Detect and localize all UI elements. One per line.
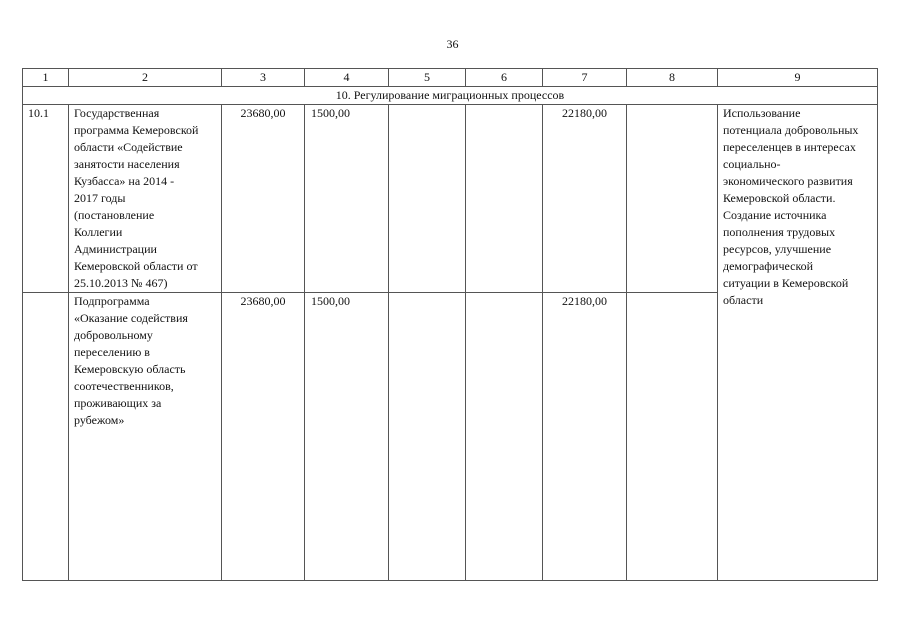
column-header: 7 — [543, 69, 627, 87]
program-name-line: «Оказание содействия — [74, 311, 188, 325]
value-col5 — [389, 105, 466, 293]
goal-description-line: Использование — [723, 106, 801, 120]
goal-description-line: Кемеровской области. — [723, 191, 836, 205]
goal-description-line: ресурсов, улучшение — [723, 242, 832, 256]
program-name-line: занятости населения — [74, 157, 180, 171]
program-name-line: проживающих за — [74, 396, 162, 410]
goal-description-line: переселенцев в интересах — [723, 140, 856, 154]
row-number — [23, 293, 69, 581]
value-col6 — [466, 293, 543, 581]
program-name-line: переселению в — [74, 345, 150, 359]
program-name-line: 25.10.2013 № 467) — [74, 276, 168, 290]
column-header: 2 — [69, 69, 222, 87]
value-col5 — [389, 293, 466, 581]
goal-description-line: Создание источника — [723, 208, 827, 222]
program-name-line: Государственная — [74, 106, 160, 120]
goal-description-line: области — [723, 293, 764, 307]
column-header: 9 — [718, 69, 878, 87]
program-name-cell — [69, 105, 222, 293]
program-name-line: области «Содействие — [74, 140, 183, 154]
value-col3: 23680,00 — [222, 105, 305, 293]
column-header: 4 — [305, 69, 389, 87]
section-title: 10. Регулирование миграционных процессов — [23, 87, 878, 105]
program-name-cell — [69, 293, 222, 581]
program-name-line: соотечественников, — [74, 379, 174, 393]
value-col3: 23680,00 — [222, 293, 305, 581]
value-col4: 1500,00 — [305, 105, 389, 293]
goal-description-cell — [718, 105, 878, 581]
row-number: 10.1 — [23, 105, 69, 293]
program-name-line: Администрации — [74, 242, 157, 256]
goal-description-line: социально- — [723, 157, 781, 171]
value-col7: 22180,00 — [543, 105, 627, 293]
column-header-row — [23, 69, 878, 87]
program-name-line: программа Кемеровской — [74, 123, 199, 137]
value-col4: 1500,00 — [305, 293, 389, 581]
section-row — [23, 87, 878, 105]
column-header: 1 — [23, 69, 69, 87]
column-header: 3 — [222, 69, 305, 87]
program-table — [22, 68, 878, 581]
value-col7: 22180,00 — [543, 293, 627, 581]
program-name-line: Коллегии — [74, 225, 123, 239]
value-col8 — [627, 293, 718, 581]
goal-description-line: демографической — [723, 259, 814, 273]
program-name-line: Кемеровскую область — [74, 362, 186, 376]
program-name-line: 2017 годы — [74, 191, 126, 205]
value-col8 — [627, 105, 718, 293]
value-col6 — [466, 105, 543, 293]
column-header: 5 — [389, 69, 466, 87]
goal-description-line: пополнения трудовых — [723, 225, 836, 239]
page-number: 36 — [446, 37, 459, 51]
program-name-line: рубежом» — [74, 413, 125, 427]
program-name-line: (постановление — [74, 208, 155, 222]
program-name-line: Кузбасса» на 2014 - — [74, 174, 175, 188]
column-header: 8 — [627, 69, 718, 87]
program-name-line: Кемеровской области от — [74, 259, 198, 273]
program-name-line: Подпрограмма — [74, 294, 150, 308]
goal-description-line: ситуации в Кемеровской — [723, 276, 849, 290]
goal-description-line: потенциала добровольных — [723, 123, 859, 137]
program-name-line: добровольному — [74, 328, 153, 342]
goal-description-line: экономического развития — [723, 174, 853, 188]
column-header: 6 — [466, 69, 543, 87]
table-row — [23, 105, 878, 293]
